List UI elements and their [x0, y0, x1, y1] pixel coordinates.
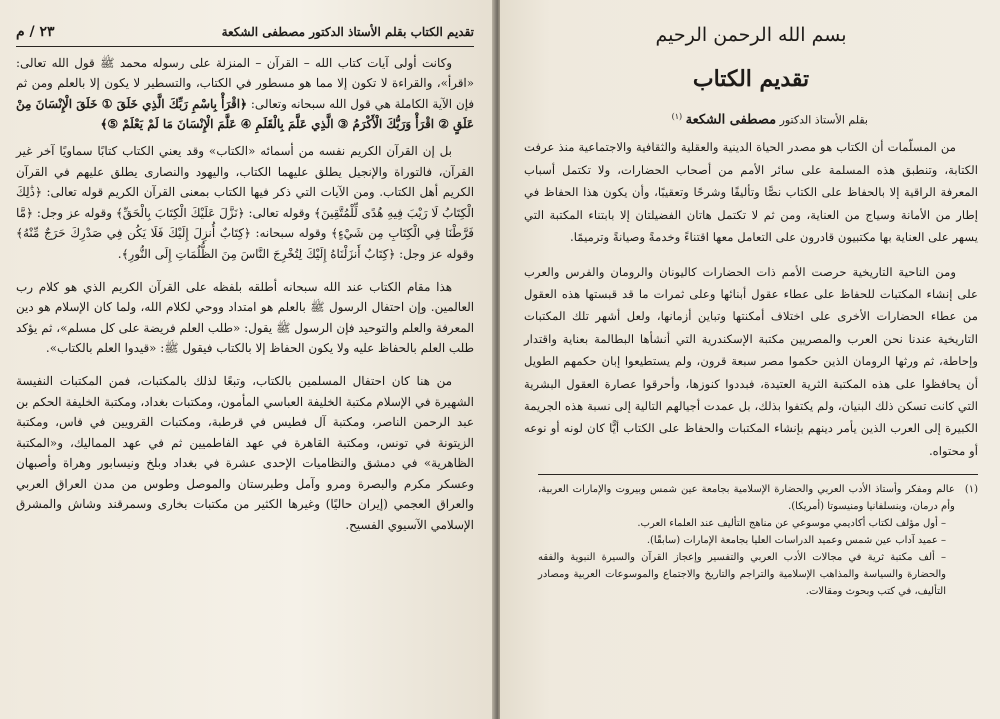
author-prefix: بقلم الأستاذ الدكتور	[779, 114, 868, 128]
footnote-number: (١)	[964, 484, 978, 496]
paragraph: بل إن القرآن الكريم نفسه من أسمائه «الكتاب» وقد يعني الكتاب كتابًا سماويًا آخر غير القرآن، فالتوراة والإنجيل يطلق عليهما الكتاب، واليهود والنصارى يطلق عليهم في القرآن الكريم أهل الكتاب. ومن الآيات التي ذكر فيها الكتاب بمعنى القرآن الكريم قوله تعالى: ﴿ذَٰلِكَ الْكِتَابُ لَا رَيْبَ فِيهِ هُدًى لِّلْمُتَّقِينَ﴾ وقوله تعالى: ﴿نَزَّلَ عَلَيْكَ الْكِتَابَ بِالْحَقِّ﴾ وقوله عز وجل: ﴿مَّا فَرَّطْنَا فِي الْكِتَابِ مِن شَيْءٍ﴾ وقوله سبحانه: ﴿كِتَابٌ أُنزِلَ إِلَيْكَ فَلَا يَكُن فِي صَدْرِكَ حَرَجٌ مِّنْهُ﴾ وقوله عز وجل: ﴿كِتَابٌ أَنزَلْنَاهُ إِلَيْكَ لِتُخْرِجَ النَّاسَ مِنَ الظُّلُمَاتِ إِلَى النُّورِ﴾.	[16, 143, 474, 261]
author-line	[524, 106, 978, 132]
author-name: مصطفى الشكعة	[685, 113, 777, 129]
left-page	[0, 0, 496, 719]
quran-verse: ﴿اقْرَأْ بِاسْمِ رَبِّكَ الَّذِي خَلَقَ ① خَلَقَ الْإِنْسَانَ مِنْ عَلَقٍ ② اقْرَأْ وَرَبُّكَ الْأَكْرَمُ ③ الَّذِي عَلَّمَ بِالْقَلَمِ ④ عَلَّمَ الْإِنْسَانَ مَا لَمْ يَعْلَمْ ⑤﴾	[16, 96, 474, 132]
footnote-item	[538, 481, 978, 515]
footnote-line: – عميد آداب عين شمس وعميد الدراسات العليا بجامعة الإمارات (سابقًا).	[646, 535, 946, 547]
page-title: تقديم الكتاب	[692, 66, 810, 92]
paragraph	[16, 53, 474, 135]
basmala: بسم الله الرحمن الرحيم	[655, 24, 847, 46]
right-page	[500, 0, 1000, 719]
paragraph: ومن الناحية التاريخية حرصت الأمم ذات الحضارات كاليونان والرومان والفرس والعرب على إنشاء المكتبات للحفاظ على عطاء عقول أبنائها وعلى ثمرات ما قد قبستها هذه العقول من عطاء الحضارات الأخرى على اختلاف أمكنتها وتباين أزمانها، ولعل أشهر تلك المكتبات التاريخية عندنا نحن العرب والمصريين مكتبة الإسكندرية التي أنشأها البطالمة بعناية واقتدار وإحاطة، ثم ورثها الرومان الذين حكموا مصر سبعة قرون، ولم يستطيعوا إبان حكمهم الطويل أن يحافظوا على هذه المكتبة الثرية العتيدة، فبددوا كنوزها، وأحرقوا عصارة العقول البشرية التي كانت تسكن ذلك البنيان، ولم يكتفوا بذلك، بل عمدت أجيالهم التالية إلى نسبة هذه الجريمة الكبيرة إلى العرب الذين يأمر دينهم بإنشاء المكتبات والحفاظ على الكتاب أيًّا كان لونه أو نوعه أو محتواه.	[524, 264, 978, 458]
paragraph-text: وكانت أولى آيات كتاب الله – القرآن – المنزلة على رسوله محمد ﷺ قول الله تعالى: «اقرأ»، والقراءة لا تكون إلا مما هو مسطور في الكتاب، والتسطير لا يكون إلا بالعلم ومن ثم فإن الآية الكاملة هي قول الله سبحانه وتعالى:	[16, 55, 475, 111]
footnotes	[538, 474, 978, 600]
page-number: ٢٣ / م	[16, 24, 55, 40]
footnote-text: عالم ومفكر وأستاذ الأدب العربي والحضارة الإسلامية بجامعة عين شمس وبيروت والإمارات العربية، وأم درمان، وبنسلفانيا ومنيسوتا (أمريكا).	[538, 484, 955, 513]
footnote-line: – ألف مكتبة ثرية في مجالات الأدب العربي والتفسير وإعجاز القرآن والسيرة النبوية والفقه والحضارة والسياسة والمذاهب الإسلامية والتراجم والتاريخ والاجتماع والموسوعات العربية ومصادر التأليف، في كتب وبحوث ومقالات.	[538, 552, 946, 598]
running-header	[16, 14, 474, 47]
paragraph: هذا مقام الكتاب عند الله سبحانه أطلقه بلفظه على القرآن الكريم الذي هو كلام رب العالمين. وإن احتفال الرسول ﷺ بالعلم هو امتداد ووحي لكلام الله، ولما كان الإسلام هو دين المعرفة والعلم والتوحيد فإن الرسول ﷺ يقول: «طلب العلم فريضة على كل مسلم»، ثم يؤكد طلب العلم بالحفاظ عليه ولا يكون الحفاظ إلا بالكتاب فيقول ﷺ: «قيدوا العلم بالكتاب».	[16, 279, 474, 356]
paragraph: من المسلّمات أن الكتاب هو مصدر الحياة الدينية والعقلية والثقافية والاجتماعية منذ عرفت الكتابة، وتنطبق هذه المسلمة على سائر الأمم من أصحاب الحضارات، ولا تكتمل أسباب المعرفة الراقية إلا بالحفاظ على الكتاب نصًّا وتأليفًا وشرحًا وتعقيبًا، وأن يكون هذا الحفاظ في إطار من الأمانة وسياج من العناية، ومن ثم لا تكتمل هاتان الفضيلتان إلا بابتناء المكتبة التي يسهر على العناية بها مكتبيون قادرون على التعامل معها اقتناءً وخدمةً وصيانةً وترميمًا.	[524, 140, 978, 245]
footnote-line: – أول مؤلف لكتاب أكاديمي موسوعي عن مناهج التأليف عند العلماء العرب.	[637, 518, 946, 530]
paragraph: من هنا كان احتفال المسلمين بالكتاب، وتبعًا لذلك بالمكتبات، فمن المكتبات النفيسة الشهيرة في الإسلام مكتبة الخليفة العباسي المأمون، ومكتبات بغداد، ومكتبة الخليفة الحكم بن عبد الرحمن الناصر، ومكتبة آل فطيس في قرطبة، ومكتبات القرويين في فاس، ومكتبة الزيتونة في تونس، ومكتبة القاهرة في عهد الفاطميين ثم في عهد المماليك، و«المكتبة الظاهرية» في دمشق والنظاميات الإحدى عشرة في بغداد وبلخ ونيسابور وهراة وأصبهان وعسكر مكرم والبصرة ومرو وآمل وطبرستان والموصل وطوس من مدن العراق العربي والعراق العجمي (إيران حاليًا) وغيرها الكثير من مكتبات بخارى وسمرقند وشاش والمشرق الإسلامي الآسيوي الفسيح.	[16, 373, 474, 533]
footnote-ref: (١)	[671, 112, 683, 122]
running-title: تقديم الكتاب بقلم الأستاذ الدكتور مصطفى الشكعة	[221, 25, 474, 39]
